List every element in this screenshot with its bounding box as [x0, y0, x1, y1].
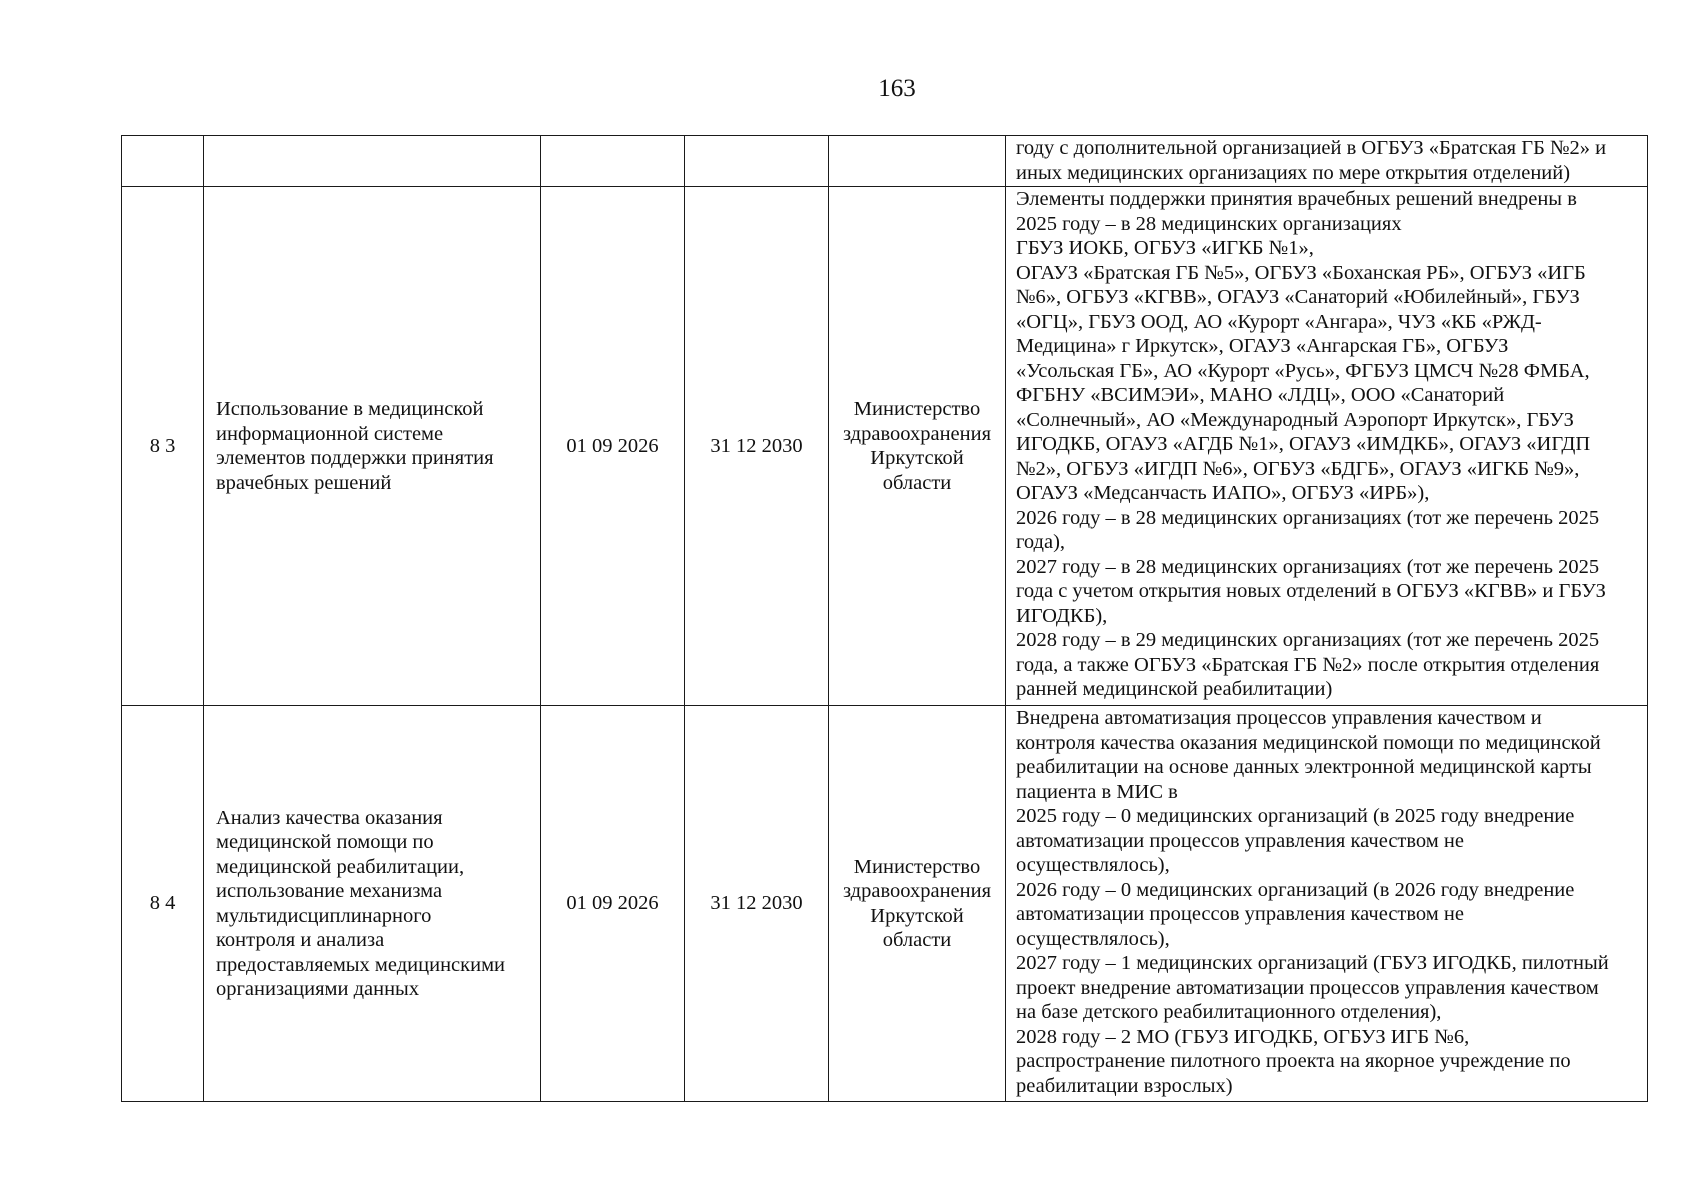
page-number: 163 [878, 75, 916, 102]
result-line: 2027 году – 1 медицинских организаций (ГБУЗ ИГОДКБ, пилотный [1016, 952, 1609, 974]
result-line: 2026 году – в 28 медицинских организациях (тот же перечень 2025 [1016, 506, 1600, 529]
measure-name-cell [204, 706, 541, 1102]
result-line: года, а также ОГБУЗ «Братская ГБ №2» после открытия отделения [1016, 653, 1600, 676]
result-line: проект внедрение автоматизации процессов управления качеством [1016, 976, 1599, 999]
start-date-cell [541, 706, 685, 1102]
result-line: «ОГЦ», ГБУЗ ООД, АО «Курорт «Ангара», ЧУЗ «КБ «РЖД- [1016, 310, 1542, 333]
result-line: иных медицинских организациях по мере открытия отделений) [1016, 161, 1571, 184]
result-line: на базе детского реабилитационного отделения), [1016, 1001, 1442, 1023]
result-line: ФГБНУ «ВСИМЭИ», МАНО «ЛДЦ», ООО «Санаторий [1016, 384, 1505, 406]
measure-name-line: медицинской помощи по [216, 831, 434, 853]
result-line: №6», ОГБУЗ «КГВВ», ОГАУЗ «Санаторий «Юбилейный», ГБУЗ [1016, 286, 1580, 308]
start-date-cell [541, 187, 685, 706]
result-line: 2028 году – в 29 медицинских организациях (тот же перечень 2025 [1016, 629, 1600, 651]
result-cell [1006, 136, 1648, 187]
measures-table [121, 135, 1648, 1102]
responsible-line: Иркутской [870, 447, 964, 469]
result-line: Медицина» г Иркутск», ОГАУЗ «Ангарская ГБ», ОГБУЗ [1016, 335, 1509, 357]
start-date: 01 09 2026 [566, 434, 659, 457]
measure-name-line: медицинской реабилитации, [216, 855, 465, 878]
responsible-line: здравоохранения [842, 422, 992, 445]
result-line: ИГОДКБ), [1016, 604, 1108, 627]
responsible-line: Министерство [853, 855, 981, 878]
end-date: 31 12 2030 [710, 434, 803, 457]
result-line: автоматизации процессов управления качеством не [1016, 903, 1464, 925]
result-line: реабилитации взрослых) [1016, 1074, 1233, 1097]
result-line: году с дополнительной организацией в ОГБУЗ «Братская ГБ №2» и [1016, 137, 1607, 159]
measure-name-line: Использование в медицинской [216, 398, 484, 420]
table-row [122, 136, 1648, 187]
row-number: 8 3 [149, 434, 176, 457]
result-line: ОГАУЗ «Медсанчасть ИАПО», ОГБУЗ «ИРБ»), [1016, 482, 1430, 504]
result-line: распространение пилотного проекта на якорное учреждение по [1016, 1050, 1571, 1072]
responsible-line: Министерство [853, 398, 981, 420]
responsible-cell [829, 136, 1006, 187]
end-date: 31 12 2030 [710, 892, 803, 915]
row-number-cell [122, 136, 204, 187]
measure-name-line: врачебных решений [216, 471, 392, 494]
result-line: 2026 году – 0 медицинских организаций (в 2026 году внедрение [1016, 878, 1575, 901]
result-cell [1006, 187, 1648, 706]
measure-name-cell [204, 136, 541, 187]
row-number-cell [122, 706, 204, 1102]
responsible-cell [829, 706, 1006, 1102]
responsible-line: Иркутской [870, 904, 964, 927]
result-line: «Солнечный», АО «Международный Аэропорт Иркутск», ГБУЗ [1016, 408, 1574, 431]
result-line: осуществлялось), [1016, 854, 1170, 876]
measure-name-line: использование механизма [216, 880, 443, 902]
result-line: года с учетом открытия новых отделений в ОГБУЗ «КГВВ» и ГБУЗ [1016, 580, 1606, 602]
measure-name-line: предоставляемых медицинскими [216, 953, 506, 976]
end-date-cell [685, 706, 829, 1102]
table-row [122, 187, 1648, 706]
result-cell [1006, 706, 1648, 1102]
result-line: года), [1016, 531, 1066, 553]
responsible-cell [829, 187, 1006, 706]
result-line: 2025 году – 0 медицинских организаций (в 2025 году внедрение [1016, 805, 1575, 827]
result-line: №2», ОГБУЗ «ИГДП №6», ОГБУЗ «БДГБ», ОГАУЗ «ИГКБ №9», [1016, 457, 1580, 480]
responsible-line: области [882, 471, 952, 494]
result-line: ИГОДКБ, ОГАУЗ «АГДБ №1», ОГАУЗ «ИМДКБ», ОГАУЗ «ИГДП [1016, 433, 1591, 455]
measure-name-line: организациями данных [216, 978, 420, 1000]
result-line: Внедрена автоматизация процессов управления качеством и [1016, 707, 1542, 729]
result-line: осуществлялось), [1016, 927, 1170, 950]
result-line: «Усольская ГБ», АО «Курорт «Русь», ФГБУЗ ЦМСЧ №28 ФМБА, [1016, 359, 1590, 382]
measure-name-line: контроля и анализа [216, 929, 385, 951]
result-line: ГБУЗ ИОКБ, ОГБУЗ «ИГКБ №1», [1016, 237, 1314, 259]
result-line: 2025 году – в 28 медицинских организациях [1016, 212, 1402, 235]
result-line: ОГАУЗ «Братская ГБ №5», ОГБУЗ «Боханская РБ», ОГБУЗ «ИГБ [1016, 261, 1586, 284]
result-line: ранней медицинской реабилитации) [1016, 678, 1333, 700]
end-date-cell [685, 187, 829, 706]
result-line: пациента в МИС в [1016, 780, 1178, 803]
result-line: 2028 году – 2 МО (ГБУЗ ИГОДКБ, ОГБУЗ ИГБ №6, [1016, 1025, 1470, 1048]
row-number-cell [122, 187, 204, 706]
result-line: 2027 году – в 28 медицинских организациях (тот же перечень 2025 [1016, 555, 1600, 578]
result-line: реабилитации на основе данных электронной медицинской карты [1016, 756, 1592, 778]
start-date: 01 09 2026 [566, 892, 659, 915]
measure-name-line: Анализ качества оказания [216, 806, 443, 829]
measure-name-line: информационной системе [216, 422, 444, 445]
table-row [122, 706, 1648, 1102]
result-line: автоматизации процессов управления качеством не [1016, 829, 1464, 852]
result-line: контроля качества оказания медицинской помощи по медицинской [1016, 731, 1601, 754]
responsible-line: здравоохранения [842, 880, 992, 902]
measure-name-cell [204, 187, 541, 706]
end-date-cell [685, 136, 829, 187]
start-date-cell [541, 136, 685, 187]
measure-name-line: мультидисциплинарного [216, 904, 432, 927]
responsible-line: области [882, 929, 952, 951]
row-number: 8 4 [149, 892, 176, 915]
measure-name-line: элементов поддержки принятия [216, 447, 494, 469]
result-line: Элементы поддержки принятия врачебных решений внедрены в [1016, 188, 1577, 210]
